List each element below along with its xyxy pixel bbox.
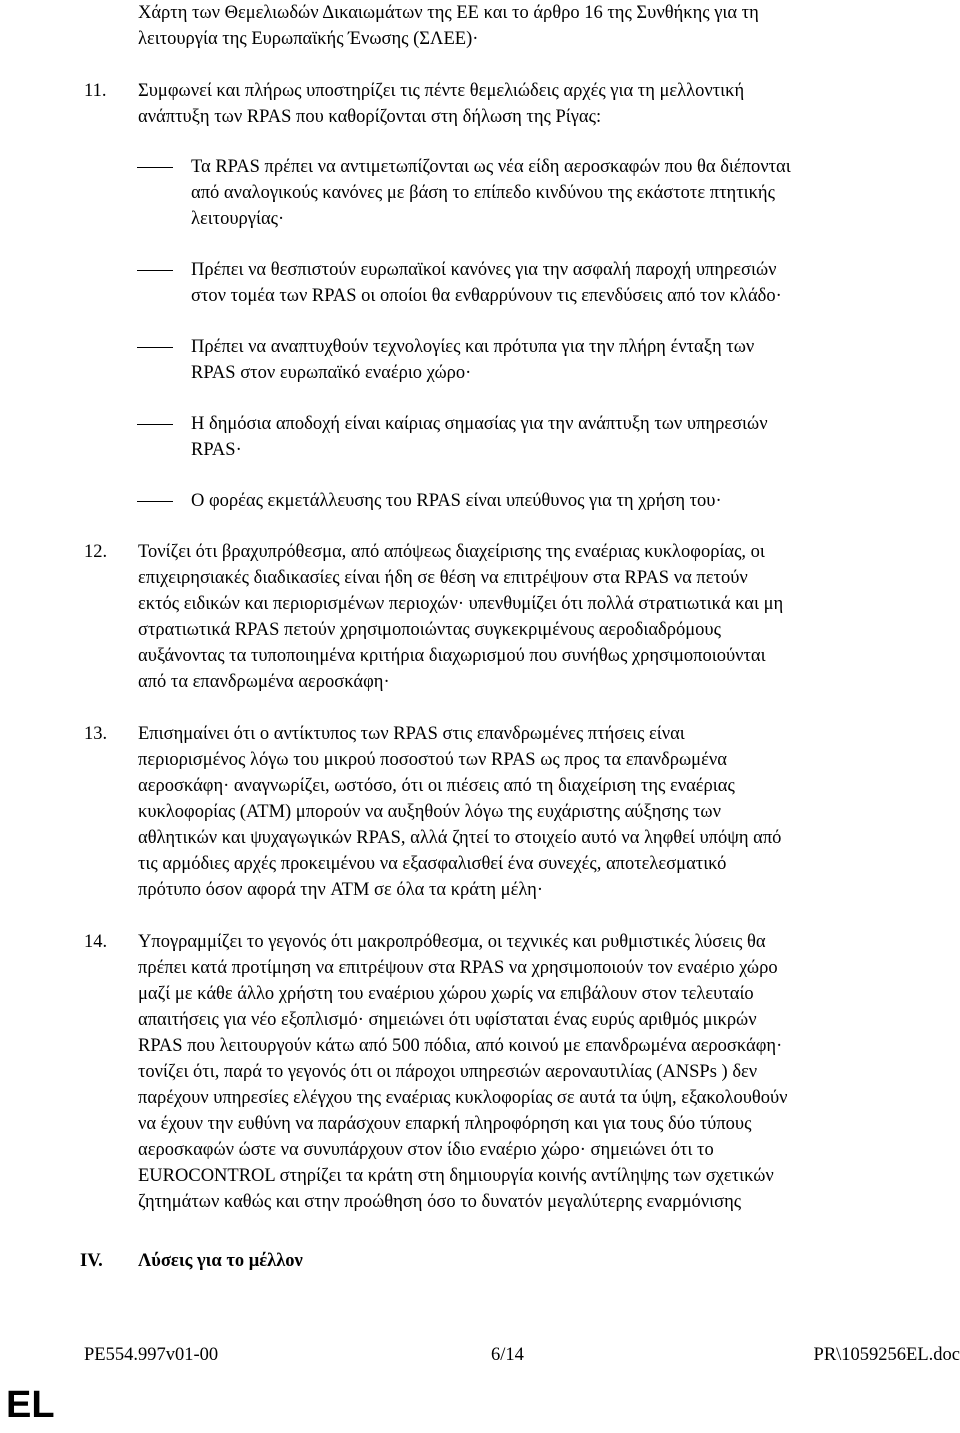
- paragraph-line: μαζί με κάθε άλλο χρήστη του εναέριου χώρου χωρίς να επιβάλουν στον τελευταίο: [138, 984, 754, 1004]
- paragraph-line: Τονίζει ότι βραχυπρόθεσμα, από απόψεως διαχείρισης της εναέριας κυκλοφορίας, οι: [138, 542, 765, 562]
- dash-bullet: [137, 167, 173, 168]
- paragraph-line: να έχουν την ευθύνη να παράσχουν επαρκή πληροφόρηση και για τους δύο τύπους: [138, 1114, 752, 1134]
- paragraph-line: κυκλοφορίας (ATM) μπορούν να αυξηθούν λόγω της ευχάριστης αύξησης των: [138, 802, 721, 822]
- paragraph-line: Συμφωνεί και πλήρως υποστηρίζει τις πέντε θεμελιώδεις αρχές για τη μελλοντική: [138, 81, 745, 101]
- paragraph-line: EUROCONTROL στηρίζει τα κράτη στη δημιουργία κοινής αντίληψης των σχετικών: [138, 1166, 774, 1186]
- section-title: Λύσεις για το μέλλον: [138, 1251, 303, 1271]
- list-item-line: RPAS στον ευρωπαϊκό εναέριο χώρο·: [191, 363, 472, 383]
- intro-line-1: Χάρτη των Θεμελιωδών Δικαιωμάτων της ΕΕ και το άρθρο 16 της Συνθήκης για τη: [138, 3, 759, 23]
- paragraph-line: αυξάνοντας τα τυποποιημένα κριτήρια διαχωρισμού που συνήθως χρησιμοποιούνται: [138, 646, 766, 666]
- list-item-line: Ο φορέας εκμετάλλευσης του RPAS είναι υπεύθυνος για τη χρήση του·: [191, 491, 722, 511]
- paragraph-line: εκτός ειδικών και περιορισμένων περιοχών· υπενθυμίζει ότι πολλά στρατιωτικά και μη: [138, 594, 784, 614]
- dash-bullet: [137, 270, 173, 271]
- list-item-line: Πρέπει να αναπτυχθούν τεχνολογίες και πρότυπα για την πλήρη ένταξη των: [191, 337, 755, 357]
- list-item-line: από αναλογικούς κανόνες με βάση το επίπεδο κινδύνου της εκάστοτε πτητικής: [191, 183, 775, 203]
- dash-bullet: [137, 424, 173, 425]
- list-item-line: λειτουργίας·: [191, 209, 285, 229]
- paragraph-line: πρότυπο όσον αφορά την ATM σε όλα τα κράτη μέλη·: [138, 880, 544, 900]
- paragraph-line: Επισημαίνει ότι ο αντίκτυπος των RPAS στις επανδρωμένες πτήσεις είναι: [138, 724, 685, 744]
- paragraph-line: αεροσκαφών ώστε να συνυπάρχουν στον ίδιο εναέριο χώρο· σημειώνει ότι το: [138, 1140, 714, 1160]
- paragraph-line: από τα επανδρωμένα αεροσκάφη·: [138, 672, 390, 692]
- paragraph-line: πρέπει κατά προτίμηση να επιτρέψουν στα RPAS να χρησιμοποιούν τον εναέριο χώρο: [138, 958, 778, 978]
- paragraph-line: ζητημάτων καθώς και στην προώθηση όσο το δυνατόν μεγαλύτερης εναρμόνισης: [138, 1192, 742, 1212]
- list-item-line: στον τομέα των RPAS οι οποίοι θα ενθαρρύνουν τις επενδύσεις από τον κλάδο·: [191, 286, 782, 306]
- paragraph-line: επιχειρησιακές διαδικασίες είναι ήδη σε θέση να επιτρέψουν στα RPAS να πετούν: [138, 568, 748, 588]
- paragraph-number: 13.: [84, 724, 108, 744]
- list-item-line: Τα RPAS πρέπει να αντιμετωπίζονται ως νέα είδη αεροσκαφών που θα διέπονται: [191, 157, 791, 177]
- page-footer: [0, 1343, 960, 1369]
- paragraph-line: αθλητικών και ψυχαγωγικών RPAS, αλλά ζητεί το στοιχείο αυτό να ληφθεί υπόψη από: [138, 828, 782, 848]
- section-number: IV.: [80, 1251, 103, 1271]
- paragraph-line: στρατιωτικά RPAS πετούν χρησιμοποιώντας συγκεκριμένους αεροδιαδρόμους: [138, 620, 721, 640]
- language-code: EL: [6, 1384, 55, 1426]
- intro-line-2: λειτουργία της Ευρωπαϊκής Ένωσης (ΣΛΕΕ)·: [138, 29, 479, 49]
- list-item-line: Πρέπει να θεσπιστούν ευρωπαϊκοί κανόνες για την ασφαλή παροχή υπηρεσιών: [191, 260, 777, 280]
- paragraph-line: Υπογραμμίζει το γεγονός ότι μακροπρόθεσμα, οι τεχνικές και ρυθμιστικές λύσεις θα: [138, 932, 766, 952]
- paragraph-number: 14.: [84, 932, 108, 952]
- paragraph-line: παρέχουν υπηρεσίες ελέγχου της εναέριας κυκλοφορίας σε αυτά τα ύψη, εξακολουθούν: [138, 1088, 788, 1108]
- paragraph-number: 11.: [84, 81, 107, 101]
- paragraph-line: ανάπτυξη των RPAS που καθορίζονται στη δήλωση της Ρίγας:: [138, 107, 602, 127]
- file-name: PR\1059256EL.doc: [813, 1345, 960, 1365]
- paragraph-line: απαιτήσεις για νέο εξοπλισμό· σημειώνει ότι υφίσταται ένας ευρύς αριθμός μικρών: [138, 1010, 757, 1030]
- paragraph-line: RPAS που λειτουργούν κάτω από 500 πόδια, από κοινού με επανδρωμένα αεροσκάφη·: [138, 1036, 783, 1056]
- dash-bullet: [137, 501, 173, 502]
- paragraph-line: τονίζει ότι, παρά το γεγονός ότι οι πάροχοι υπηρεσιών αεροναυτιλίας (ANSPs ) δεν: [138, 1062, 758, 1082]
- list-item-line: RPAS·: [191, 440, 242, 460]
- paragraph-line: τις αρμόδιες αρχές προκειμένου να εξασφαλισθεί ένα συνεχές, αποτελεσματικό: [138, 854, 727, 874]
- paragraph-line: αεροσκάφη· αναγνωρίζει, ωστόσο, ότι οι πιέσεις από τη διαχείριση της εναέριας: [138, 776, 735, 796]
- document-reference: PE554.997v01-00: [84, 1345, 219, 1365]
- dash-bullet: [137, 347, 173, 348]
- paragraph-line: περιορισμένος λόγω του μικρού ποσοστού των RPAS ως προς τα επανδρωμένα: [138, 750, 727, 770]
- paragraph-number: 12.: [84, 542, 108, 562]
- list-item-line: Η δημόσια αποδοχή είναι καίριας σημασίας για την ανάπτυξη των υπηρεσιών: [191, 414, 768, 434]
- page-number: 6/14: [491, 1345, 524, 1365]
